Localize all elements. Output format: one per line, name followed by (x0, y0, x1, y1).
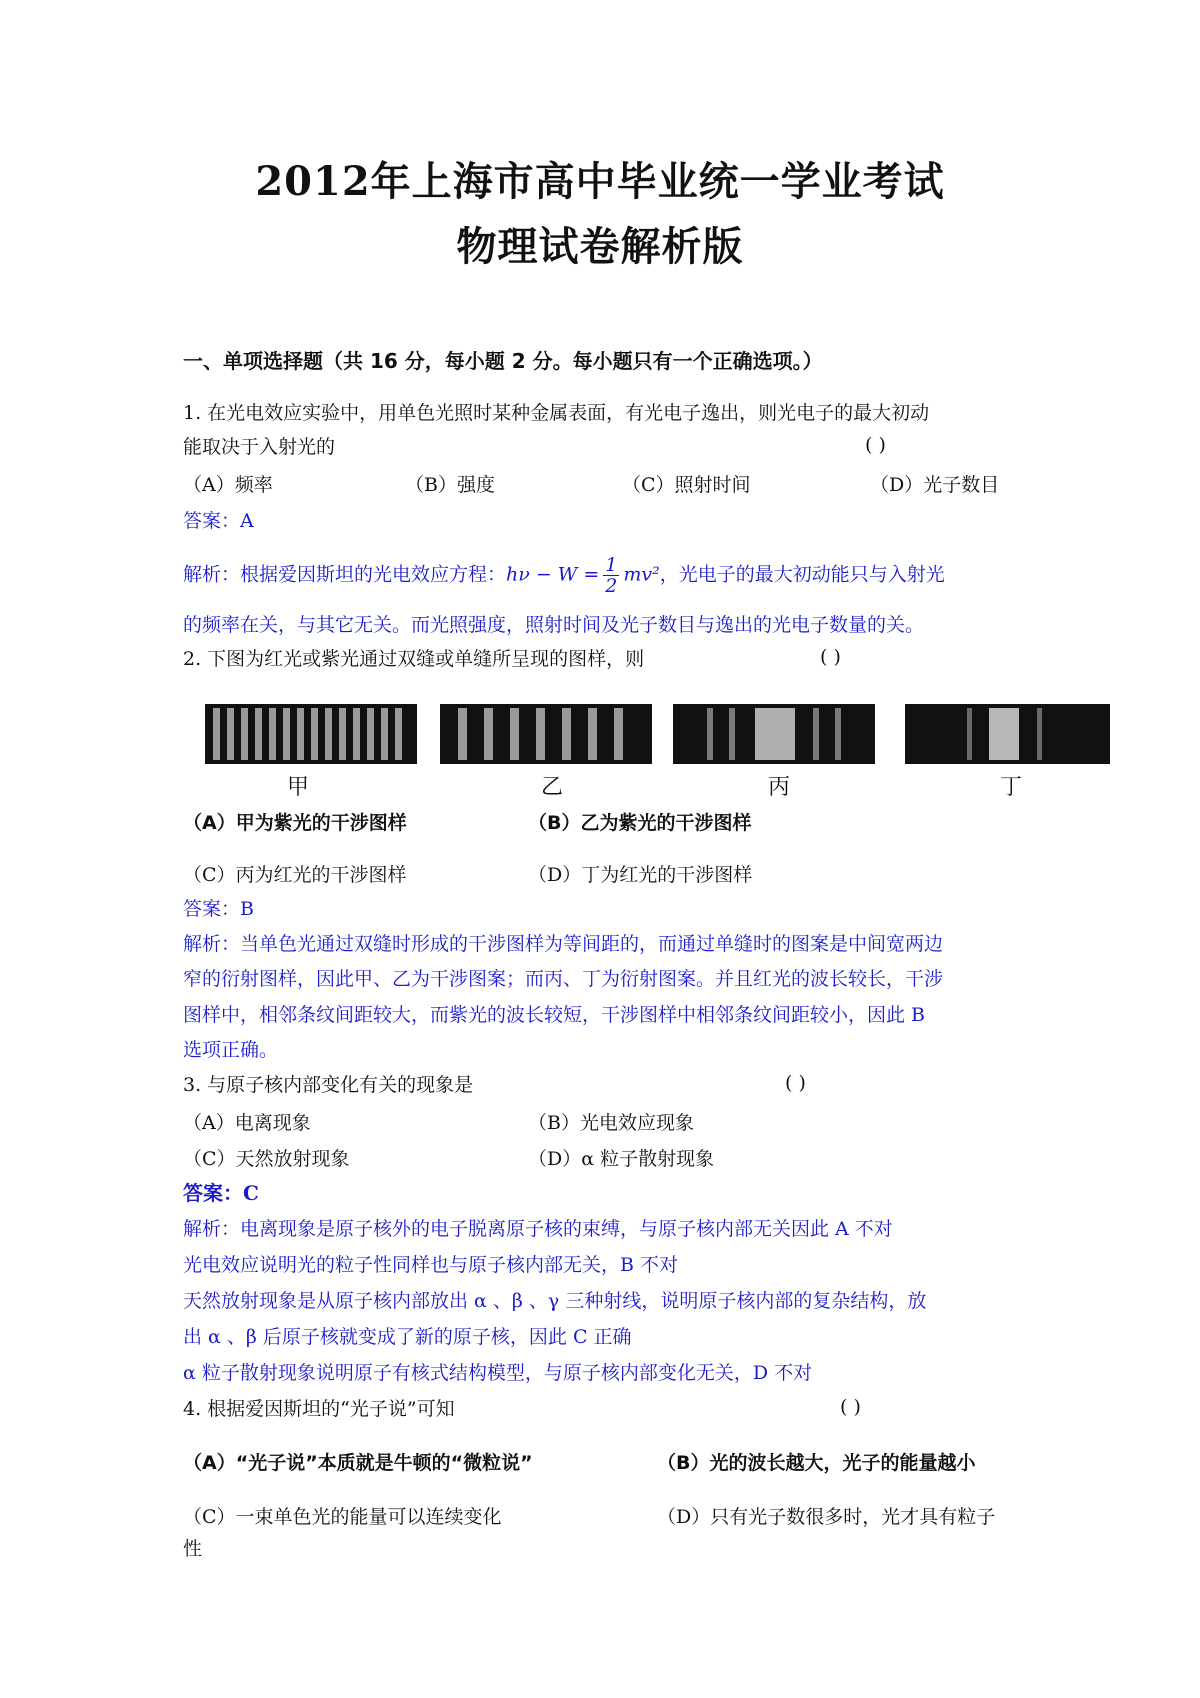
exam-title-line1: 2012年上海市高中毕业统一学业考试 (255, 158, 945, 205)
q2-stem: 2. 下图为红光或紫光通过双缝或单缝所呈现的图样，则 (183, 648, 645, 670)
q2-answer-paren: ( ) (820, 646, 841, 668)
q1-stem-line2: 能取决于入射光的 (183, 436, 336, 458)
q4-option-c: （C）一束单色光的能量可以连续变化 (183, 1506, 502, 1528)
q1-option-a: （A）频率 (183, 474, 273, 496)
figure-label-yi: 乙 (541, 775, 564, 800)
fringe-pattern-ding (905, 704, 1110, 764)
q3-option-b: （B）光电效应现象 (528, 1112, 694, 1134)
q1-answer: 答案：A (183, 510, 254, 532)
q1-equation-lhs: hν − W = (506, 563, 600, 586)
q4-option-d: （D）只有光子数很多时，光才具有粒子 (657, 1506, 996, 1528)
q3-option-c: （C）天然放射现象 (183, 1148, 350, 1170)
q4-option-b: （B）光的波长越大，光子的能量越小 (657, 1452, 976, 1474)
q1-answer-paren: ( ) (865, 434, 886, 456)
fringe-pattern-bing (673, 704, 875, 764)
q3-analysis-line5: α 粒子散射现象说明原子有核式结构模型，与原子核内部变化无关，D 不对 (183, 1362, 813, 1384)
q2-analysis-line1: 解析：当单色光通过双缝时形成的干涉图样为等间距的，而通过单缝时的图案是中间宽两边 (183, 933, 944, 955)
q3-analysis-line3: 天然放射现象是从原子核内部放出 α 、β 、γ 三种射线，说明原子核内部的复杂结构，放 (183, 1290, 927, 1312)
q2-analysis-line4: 选项正确。 (183, 1039, 279, 1061)
q2-analysis-line2: 窄的衍射图样，因此甲、乙为干涉图案；而丙、丁为衍射图案。并且红光的波长较长，干涉 (183, 968, 944, 990)
q4-option-a: （A）“光子说”本质就是牛顿的“微粒说” (183, 1452, 533, 1474)
q1-analysis-line1 (183, 555, 945, 596)
figure-label-bing: 丙 (768, 775, 791, 800)
q1-option-c: （C）照射时间 (622, 474, 751, 496)
q1-option-b: （B）强度 (405, 474, 495, 496)
q2-option-c: （C）丙为红光的干涉图样 (183, 864, 407, 886)
q2-analysis-line3: 图样中，相邻条纹间距较大，而紫光的波长较短，干涉图样中相邻条纹间距较小，因此 B (183, 1004, 926, 1026)
q1-equation-rhs: mv² (623, 563, 660, 586)
q4-stem: 4. 根据爱因斯坦的“光子说”可知 (183, 1398, 455, 1420)
q2-option-b: （B）乙为紫光的干涉图样 (528, 812, 752, 834)
q1-fraction-numerator: 1 (605, 554, 618, 576)
q3-analysis-line2: 光电效应说明光的粒子性同样也与原子核内部无关，B 不对 (183, 1254, 679, 1276)
fringe-pattern-yi (440, 704, 652, 764)
q3-option-a: （A）电离现象 (183, 1112, 311, 1134)
fringe-pattern-jia (205, 704, 417, 764)
q3-stem: 3. 与原子核内部变化有关的现象是 (183, 1074, 474, 1096)
q1-fraction-denominator: 2 (605, 575, 618, 597)
figure-label-ding: 丁 (1000, 775, 1023, 800)
q1-option-d: （D）光子数目 (870, 474, 1000, 496)
q2-option-d: （D）丁为红光的干涉图样 (528, 864, 753, 886)
q3-option-d: （D）α 粒子散射现象 (528, 1148, 715, 1170)
exam-title-line2: 物理试卷解析版 (456, 223, 744, 270)
q3-answer: 答案：C (183, 1181, 259, 1205)
q3-analysis-line4: 出 α 、β 后原子核就变成了新的原子核，因此 C 正确 (183, 1326, 632, 1348)
q2-option-a: （A）甲为紫光的干涉图样 (183, 812, 407, 834)
q4-answer-paren: ( ) (840, 1396, 861, 1418)
figure-label-jia: 甲 (287, 775, 310, 800)
section-heading: 一、单项选择题（共 16 分，每小题 2 分。每小题只有一个正确选项。） (183, 349, 823, 373)
q1-analysis-line2: 的频率在关，与其它无关。而光照强度，照射时间及光子数目与逸出的光电子数量的关。 (183, 614, 925, 636)
q2-answer: 答案：B (183, 898, 254, 920)
q4-option-d-wrap: 性 (183, 1538, 203, 1560)
q3-analysis-line1: 解析：电离现象是原子核外的电子脱离原子核的束缚，与原子核内部无关因此 A 不对 (183, 1218, 893, 1240)
q3-answer-paren: ( ) (785, 1072, 806, 1094)
q1-stem-line1: 1. 在光电效应实验中，用单色光照时某种金属表面，有光电子逸出，则光电子的最大初动 (183, 402, 930, 424)
q1-equation-fraction (603, 555, 619, 596)
q1-analysis-suffix: ，光电子的最大初动能只与入射光 (659, 563, 945, 586)
q1-analysis-prefix: 解析：根据爱因斯坦的光电效应方程： (183, 563, 507, 586)
